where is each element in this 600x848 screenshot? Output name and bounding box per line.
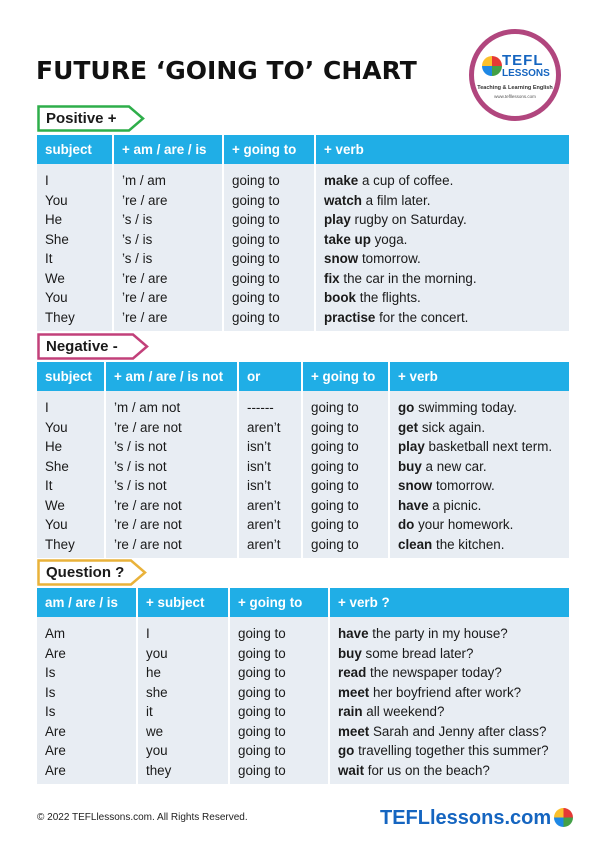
brand-logo bbox=[380, 807, 573, 830]
table-cell: you bbox=[137, 741, 229, 761]
table-cell: ’s / is not bbox=[105, 476, 238, 496]
verb-complement: tomorrow. bbox=[432, 478, 495, 494]
verb-cell bbox=[389, 515, 569, 535]
verb-cell bbox=[329, 617, 569, 644]
verb-cell bbox=[329, 741, 569, 761]
table-cell: isn’t bbox=[238, 476, 302, 496]
verb-cell bbox=[315, 288, 569, 308]
table-row bbox=[37, 269, 569, 289]
column-header: + subject bbox=[137, 588, 229, 617]
positive-tag-label: Positive + bbox=[46, 110, 117, 127]
table-cell: You bbox=[37, 191, 113, 211]
table-cell: Are bbox=[37, 741, 137, 761]
negative-tag-label: Negative - bbox=[46, 338, 118, 355]
column-header: or bbox=[238, 362, 302, 391]
verb-complement: travelling together this summer? bbox=[354, 743, 549, 759]
table-row bbox=[37, 164, 569, 191]
table-cell: We bbox=[37, 496, 105, 516]
table-cell: going to bbox=[302, 437, 389, 457]
table-row bbox=[37, 663, 569, 683]
negative-tag bbox=[37, 333, 149, 360]
main-verb: make bbox=[324, 173, 359, 189]
main-verb: buy bbox=[338, 645, 362, 661]
verb-complement: the car in the morning. bbox=[339, 270, 477, 286]
table-cell: They bbox=[37, 308, 113, 332]
table-row bbox=[37, 644, 569, 664]
table-cell: ’re / are not bbox=[105, 496, 238, 516]
verb-complement: for us on the beach? bbox=[364, 762, 490, 778]
verb-complement: yoga. bbox=[370, 231, 408, 247]
verb-complement: sick again. bbox=[418, 419, 486, 435]
main-verb: clean bbox=[398, 536, 433, 552]
main-verb: have bbox=[338, 626, 369, 642]
verb-complement: for the concert. bbox=[375, 309, 469, 325]
table-cell: going to bbox=[229, 617, 329, 644]
verb-cell bbox=[329, 722, 569, 742]
main-verb: play bbox=[324, 212, 351, 228]
table-cell: it bbox=[137, 702, 229, 722]
table-cell: ’s / is bbox=[113, 230, 223, 250]
table-cell: ’s / is not bbox=[105, 437, 238, 457]
verb-cell bbox=[329, 702, 569, 722]
table-cell: It bbox=[37, 249, 113, 269]
table-cell: isn’t bbox=[238, 457, 302, 477]
table-cell: aren’t bbox=[238, 535, 302, 559]
table-cell: going to bbox=[223, 288, 315, 308]
table-row bbox=[37, 249, 569, 269]
question-table bbox=[37, 588, 569, 784]
table-row bbox=[37, 457, 569, 477]
verb-complement: basketball next term. bbox=[424, 439, 553, 455]
verb-complement: a cup of coffee. bbox=[358, 173, 454, 189]
verb-complement: a new car. bbox=[421, 458, 487, 474]
table-cell: going to bbox=[229, 702, 329, 722]
verb-cell bbox=[329, 663, 569, 683]
verb-cell bbox=[315, 249, 569, 269]
table-row bbox=[37, 230, 569, 250]
verb-complement: a picnic. bbox=[428, 497, 482, 513]
column-header: + verb bbox=[315, 135, 569, 164]
verb-complement: tomorrow. bbox=[358, 251, 421, 267]
table-cell: They bbox=[37, 535, 105, 559]
table-cell: going to bbox=[223, 269, 315, 289]
table-cell: ’m / am not bbox=[105, 391, 238, 418]
table-cell: He bbox=[37, 437, 105, 457]
verb-cell bbox=[315, 164, 569, 191]
table-row bbox=[37, 308, 569, 332]
table-row bbox=[37, 288, 569, 308]
table-cell: he bbox=[137, 663, 229, 683]
main-verb: go bbox=[338, 743, 355, 759]
table-cell: ’re / are bbox=[113, 288, 223, 308]
main-verb: get bbox=[398, 419, 419, 435]
main-verb: fix bbox=[324, 270, 340, 286]
verb-cell bbox=[389, 437, 569, 457]
verb-complement: a film later. bbox=[361, 192, 431, 208]
main-verb: read bbox=[338, 665, 367, 681]
verb-complement: her boyfriend after work? bbox=[369, 684, 522, 700]
column-header: + going to bbox=[223, 135, 315, 164]
table-cell: Are bbox=[37, 722, 137, 742]
table-cell: going to bbox=[223, 164, 315, 191]
tefl-logo bbox=[469, 29, 561, 121]
main-verb: have bbox=[398, 497, 429, 513]
logo-tagline: Teaching & Learning English bbox=[477, 85, 553, 91]
table-cell: ’re / are not bbox=[105, 515, 238, 535]
logo-text-lessons: LESSONS bbox=[502, 68, 550, 79]
main-verb: wait bbox=[338, 762, 365, 778]
table-cell: going to bbox=[223, 230, 315, 250]
logo-text-tefl: TEFL bbox=[502, 52, 544, 69]
verb-cell bbox=[389, 457, 569, 477]
verb-complement: the party in my house? bbox=[368, 626, 508, 642]
table-row bbox=[37, 210, 569, 230]
table-row bbox=[37, 722, 569, 742]
column-header: + going to bbox=[302, 362, 389, 391]
column-header: + verb bbox=[389, 362, 569, 391]
brand-part2: lessons.com bbox=[430, 807, 552, 829]
table-cell: aren’t bbox=[238, 496, 302, 516]
verb-cell bbox=[389, 496, 569, 516]
verb-complement: the flights. bbox=[356, 290, 421, 306]
main-verb: watch bbox=[324, 192, 362, 208]
table-cell: ’s / is not bbox=[105, 457, 238, 477]
positive-table bbox=[37, 135, 569, 331]
question-tag-label: Question ? bbox=[46, 564, 125, 581]
table-row bbox=[37, 391, 569, 418]
table-cell: You bbox=[37, 288, 113, 308]
verb-cell bbox=[389, 391, 569, 418]
table-row bbox=[37, 702, 569, 722]
verb-cell bbox=[315, 191, 569, 211]
verb-cell bbox=[315, 210, 569, 230]
table-row bbox=[37, 496, 569, 516]
table-cell: you bbox=[137, 644, 229, 664]
table-row bbox=[37, 741, 569, 761]
column-header: + going to bbox=[229, 588, 329, 617]
table-cell: going to bbox=[229, 644, 329, 664]
table-cell: Are bbox=[37, 644, 137, 664]
table-cell: Is bbox=[37, 702, 137, 722]
table-cell: aren’t bbox=[238, 515, 302, 535]
table-cell: ’s / is bbox=[113, 210, 223, 230]
verb-complement: Sarah and Jenny after class? bbox=[369, 723, 547, 739]
column-header: subject bbox=[37, 135, 113, 164]
table-cell: Is bbox=[37, 663, 137, 683]
main-verb: do bbox=[398, 517, 415, 533]
table-cell: ’re / are bbox=[113, 269, 223, 289]
table-cell: she bbox=[137, 683, 229, 703]
table-cell: aren’t bbox=[238, 418, 302, 438]
main-verb: practise bbox=[324, 309, 376, 325]
page-title: FUTURE ‘GOING TO’ CHART bbox=[36, 56, 417, 85]
verb-complement: some bread later? bbox=[361, 645, 474, 661]
table-row bbox=[37, 191, 569, 211]
table-cell: going to bbox=[223, 249, 315, 269]
table-cell: We bbox=[37, 269, 113, 289]
table-row bbox=[37, 617, 569, 644]
logo-url: www.tefllessons.com bbox=[494, 94, 536, 99]
table-header-row bbox=[37, 135, 569, 164]
table-cell: I bbox=[37, 391, 105, 418]
main-verb: rain bbox=[338, 704, 363, 720]
column-header: + am / are / is bbox=[113, 135, 223, 164]
table-row bbox=[37, 437, 569, 457]
table-cell: ------ bbox=[238, 391, 302, 418]
main-verb: take up bbox=[324, 231, 371, 247]
main-verb: buy bbox=[398, 458, 422, 474]
table-cell: ’re / are not bbox=[105, 418, 238, 438]
main-verb: meet bbox=[338, 723, 370, 739]
main-verb: snow bbox=[324, 251, 359, 267]
table-cell: they bbox=[137, 761, 229, 785]
verb-complement: all weekend? bbox=[362, 704, 445, 720]
table-row bbox=[37, 515, 569, 535]
verb-complement: swimming today. bbox=[414, 400, 517, 416]
main-verb: book bbox=[324, 290, 356, 306]
table-row bbox=[37, 476, 569, 496]
table-cell: He bbox=[37, 210, 113, 230]
main-verb: go bbox=[398, 400, 415, 416]
table-cell: It bbox=[37, 476, 105, 496]
column-header: + verb ? bbox=[329, 588, 569, 617]
table-cell: going to bbox=[229, 683, 329, 703]
table-cell: ’m / am bbox=[113, 164, 223, 191]
table-cell: going to bbox=[229, 741, 329, 761]
table-cell: ’re / are not bbox=[105, 535, 238, 559]
table-row bbox=[37, 535, 569, 559]
table-cell: going to bbox=[302, 515, 389, 535]
table-row bbox=[37, 418, 569, 438]
table-cell: isn’t bbox=[238, 437, 302, 457]
verb-complement: the kitchen. bbox=[432, 536, 505, 552]
verb-cell bbox=[315, 308, 569, 332]
table-cell: going to bbox=[229, 761, 329, 785]
globe-icon bbox=[482, 56, 502, 76]
negative-table bbox=[37, 362, 569, 558]
main-verb: play bbox=[398, 439, 425, 455]
column-header: am / are / is bbox=[37, 588, 137, 617]
globe-icon bbox=[554, 808, 573, 827]
verb-complement: your homework. bbox=[414, 517, 514, 533]
table-cell: going to bbox=[302, 496, 389, 516]
verb-cell bbox=[329, 644, 569, 664]
positive-tag bbox=[37, 105, 145, 132]
verb-cell bbox=[329, 683, 569, 703]
table-cell: going to bbox=[302, 457, 389, 477]
table-row bbox=[37, 683, 569, 703]
question-tag bbox=[37, 559, 147, 586]
verb-cell bbox=[329, 761, 569, 785]
table-cell: we bbox=[137, 722, 229, 742]
table-cell: going to bbox=[223, 308, 315, 332]
table-cell: ’re / are bbox=[113, 308, 223, 332]
table-cell: You bbox=[37, 515, 105, 535]
verb-cell bbox=[389, 476, 569, 496]
table-header-row bbox=[37, 588, 569, 617]
verb-complement: rugby on Saturday. bbox=[350, 212, 467, 228]
table-cell: ’re / are bbox=[113, 191, 223, 211]
main-verb: snow bbox=[398, 478, 433, 494]
table-header-row bbox=[37, 362, 569, 391]
table-cell: She bbox=[37, 230, 113, 250]
verb-cell bbox=[389, 535, 569, 559]
main-verb: meet bbox=[338, 684, 370, 700]
table-cell: Am bbox=[37, 617, 137, 644]
table-cell: going to bbox=[302, 391, 389, 418]
table-cell: going to bbox=[302, 535, 389, 559]
table-cell: I bbox=[37, 164, 113, 191]
brand-part1: TEFL bbox=[380, 807, 430, 829]
table-cell: I bbox=[137, 617, 229, 644]
table-cell: Is bbox=[37, 683, 137, 703]
verb-complement: the newspaper today? bbox=[366, 665, 502, 681]
table-cell: Are bbox=[37, 761, 137, 785]
table-cell: going to bbox=[302, 418, 389, 438]
table-row bbox=[37, 761, 569, 785]
table-cell: going to bbox=[223, 191, 315, 211]
column-header: subject bbox=[37, 362, 105, 391]
table-cell: You bbox=[37, 418, 105, 438]
copyright-text: © 2022 TEFLlessons.com. All Rights Reserved. bbox=[37, 812, 248, 823]
table-cell: going to bbox=[302, 476, 389, 496]
table-cell: She bbox=[37, 457, 105, 477]
table-cell: going to bbox=[229, 663, 329, 683]
verb-cell bbox=[315, 269, 569, 289]
table-cell: going to bbox=[229, 722, 329, 742]
table-cell: going to bbox=[223, 210, 315, 230]
table-cell: ’s / is bbox=[113, 249, 223, 269]
verb-cell bbox=[389, 418, 569, 438]
column-header: + am / are / is not bbox=[105, 362, 238, 391]
verb-cell bbox=[315, 230, 569, 250]
